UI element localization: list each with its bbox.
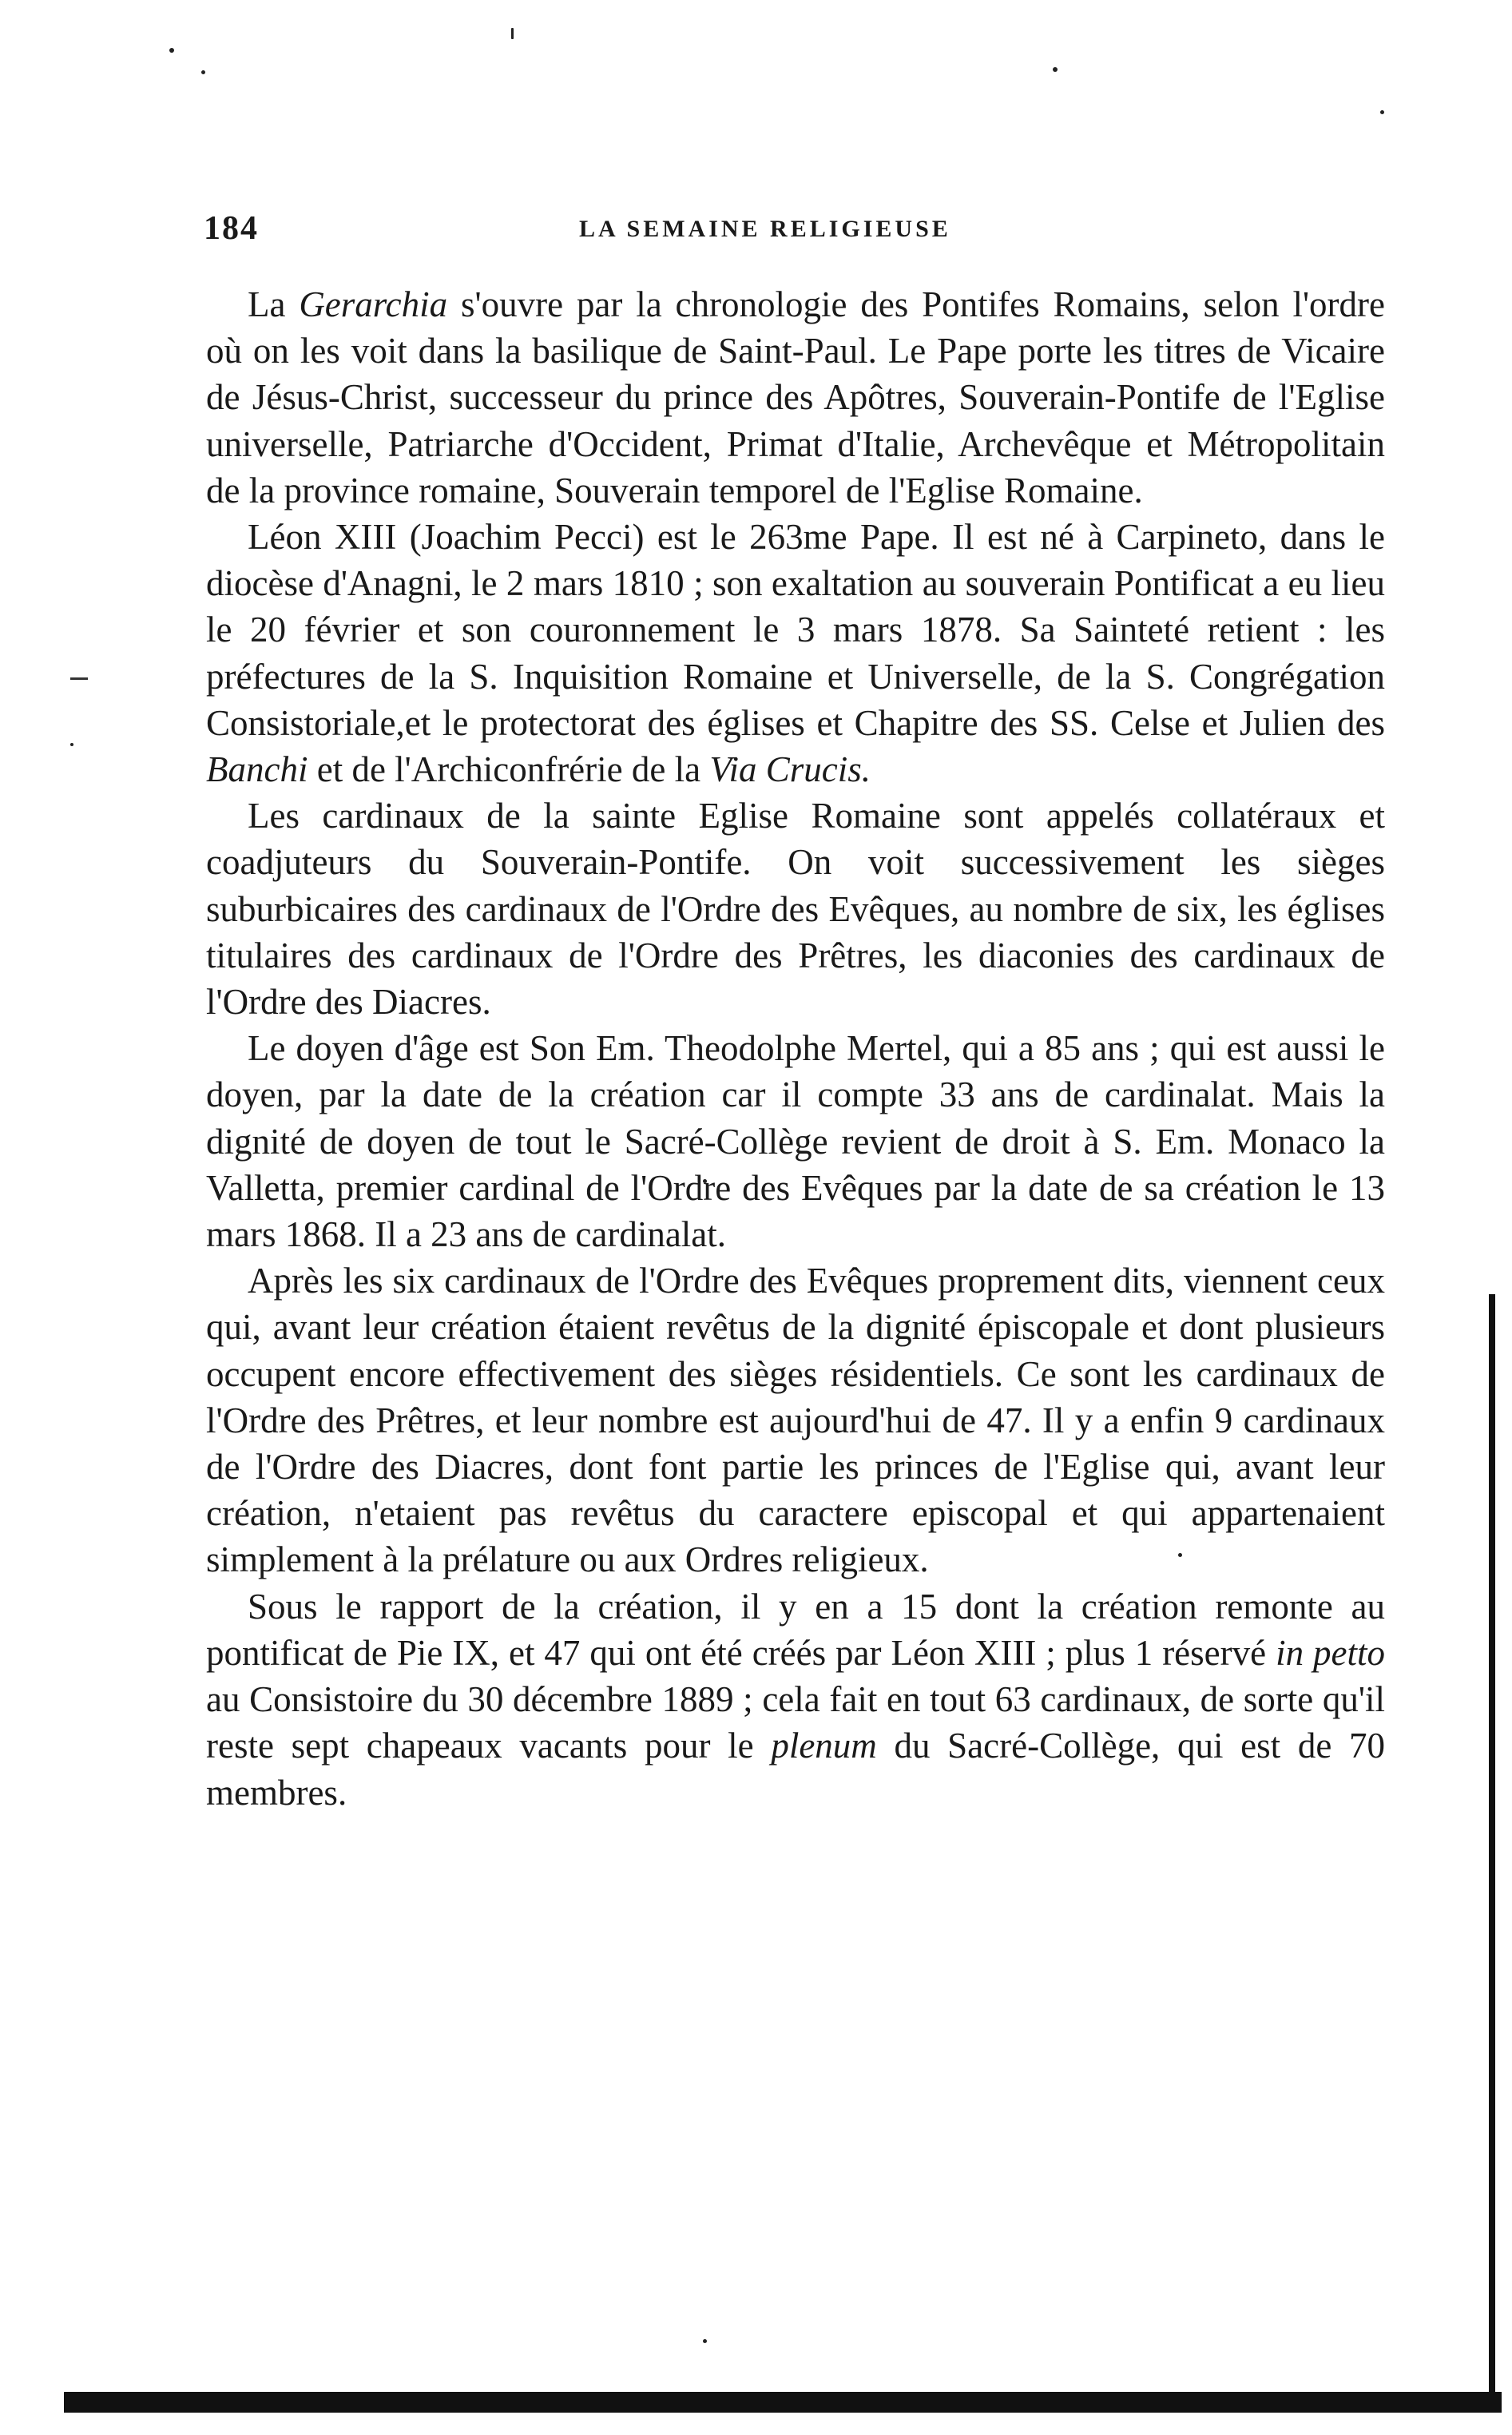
paragraph <box>206 281 1385 514</box>
italic-text: Via Crucis. <box>709 749 871 790</box>
page-edge-right <box>1489 1294 1495 2413</box>
italic-text: Gerarchia <box>299 284 448 324</box>
text-run: Léon XIII (Joachim Pecci) est le 263me Pape. Il est né à Carpineto, dans le diocèse d'Anagni, le 2 mars 1810 ; son exaltation au souverain Pontificat a eu lieu le 20 février et son couronnement le 3 mars 1878. Sa Sainteté retient : les préfectures de la S. Inquisition Romaine et Universelle, de la S. Congrégation Consistoriale,et le protectorat des églises et Chapitre des SS. Celse et Julien des <box>206 517 1385 743</box>
scan-speck <box>1053 67 1058 72</box>
page-number: 184 <box>204 210 259 247</box>
paragraph <box>206 1257 1385 1583</box>
scan-speck <box>70 743 73 746</box>
page-header <box>204 209 1386 257</box>
scan-speck <box>201 70 205 74</box>
italic-text: Banchi <box>206 749 308 790</box>
text-run: Sous le rapport de la création, il y en a 15 dont la création remonte au pontificat de Pie IX, et 47 qui ont été créés par Léon XIII ; plus 1 réservé <box>206 1586 1385 1673</box>
scan-mark <box>70 677 88 680</box>
scan-speck <box>511 28 514 39</box>
running-title: LA SEMAINE RELIGIEUSE <box>579 216 951 242</box>
scan-speck <box>1380 110 1384 114</box>
paragraph <box>206 792 1385 1025</box>
text-run: Le doyen d'âge est Son Em. Theodolphe Mertel, qui a 85 ans ; qui est aussi le doyen, par la date de la création car il compte 33 ans de cardinalat. Mais la dignité de doyen de tout le Sacré-Collège revient de droit à S. Em. Monaco la Valletta, premier cardinal de l'Ordre des Evêques par la date de sa création le 13 mars 1868. Il a 23 ans de cardinalat. <box>206 1028 1385 1255</box>
text-run: Après les six cardinaux de l'Ordre des Evêques proprement dits, viennent ceux qui, avant leur création étaient revêtus de la dignité épiscopale et dont plusieurs occupent encore effectivement des sièges résidentiels. Ce sont les cardinaux de l'Ordre des Prêtres, et leur nombre est aujourd'hui de 47. Il y a enfin 9 cardinaux de l'Ordre des Diacres, dont font partie les princes de l'Eglise qui, avant leur création, n'etaient pas revêtus du caractere episcopal et qui appartenaient simplement à la prélature ou aux Ordres religieux. <box>206 1261 1385 1580</box>
italic-text: plenum <box>771 1726 877 1766</box>
text-run: s'ouvre par la chronologie des Pontifes Romains, selon l'ordre où on les voit dans la basilique de Saint-Paul. Le Pape porte les titres de Vicaire de Jésus-Christ, successeur du prince des Apôtres, Souverain-Pontife de l'Eglise universelle, Patriarche d'Occident, Primat d'Italie, Archevêque et Métropolitain de la province romaine, Souverain temporel de l'Eglise Romaine. <box>206 284 1385 510</box>
text-run: et de l'Archiconfrérie de la <box>308 749 710 790</box>
scan-speck <box>703 2339 707 2343</box>
text-run: au Consistoire du 30 décembre 1889 ; cela fait en tout 63 cardinaux, de sorte qu'il reste sept chapeaux vacants pour le <box>206 1679 1385 1766</box>
italic-text: in petto <box>1276 1632 1385 1673</box>
scan-speck <box>169 48 174 53</box>
text-run: Les cardinaux de la sainte Eglise Romaine sont appelés collatéraux et coadjuteurs du Souverain-Pontife. On voit successivement les sièges suburbicaires des cardinaux de l'Ordre des Evêques, au nombre de six, les églises titulaires des cardinaux de l'Ordre des Prêtres, les diaconies des cardinaux de l'Ordre des Diacres. <box>206 796 1385 1023</box>
paragraph <box>206 514 1385 792</box>
text-run: du Sacré-Collège, qui est de 70 membres. <box>206 1726 1385 1813</box>
paragraph <box>206 1025 1385 1257</box>
page-edge-bottom <box>64 2392 1502 2413</box>
text-run: La <box>248 284 300 324</box>
article-body <box>206 281 1385 1816</box>
paragraph <box>206 1583 1385 1816</box>
